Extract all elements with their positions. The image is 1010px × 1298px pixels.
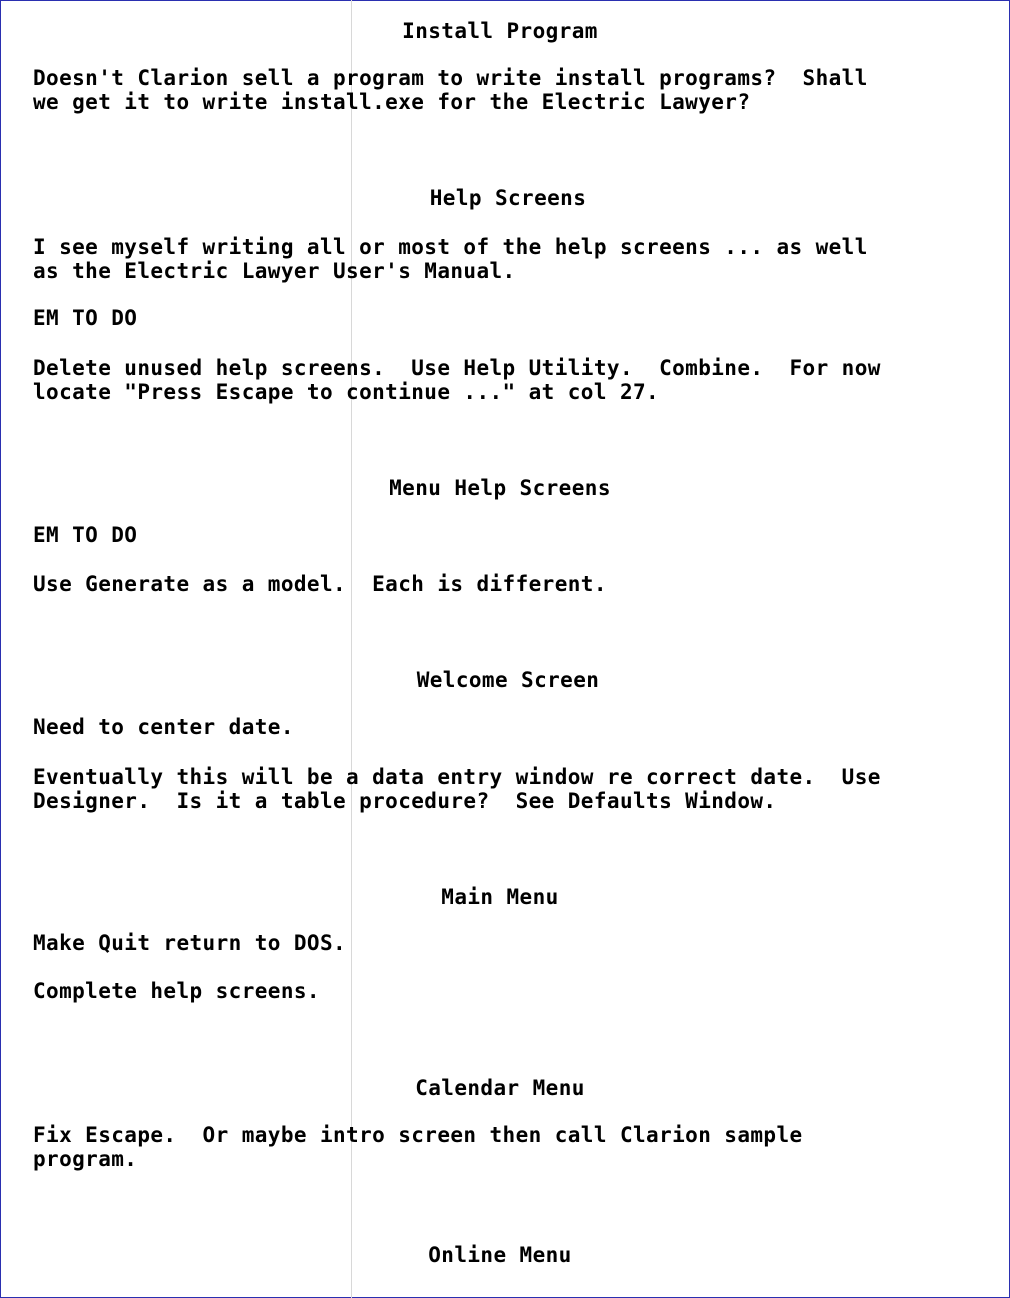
calendar-menu-paragraph: Fix Escape. Or maybe intro screen then call Clarion sample program. — [33, 1123, 803, 1171]
section-heading-welcome-screen: Welcome Screen — [416, 668, 600, 692]
section-heading-calendar-menu: Calendar Menu — [415, 1076, 585, 1100]
section-heading-menu-help-screens: Menu Help Screens — [389, 476, 611, 500]
section-heading-help-screens: Help Screens — [429, 186, 587, 210]
welcome-screen-paragraph-1: Need to center date. — [33, 715, 294, 739]
help-screens-todo-label: EM TO DO — [33, 306, 138, 330]
menu-help-paragraph: Use Generate as a model. Each is different. — [33, 572, 607, 596]
main-menu-paragraph-1: Make Quit return to DOS. — [33, 931, 347, 955]
menu-help-todo-label: EM TO DO — [33, 523, 138, 547]
install-program-paragraph: Doesn't Clarion sell a program to write install programs? Shall we get it to write install.exe for the Electric Lawyer? — [33, 66, 868, 114]
help-screens-todo-paragraph: Delete unused help screens. Use Help Utility. Combine. For now locate "Press Escape to continue ..." at col 27. — [33, 356, 881, 404]
section-heading-main-menu: Main Menu — [441, 885, 559, 909]
section-heading-online-menu: Online Menu — [428, 1243, 572, 1267]
help-screens-paragraph: I see myself writing all or most of the help screens ... as well as the Electric Lawyer User's Manual. — [33, 235, 868, 283]
section-heading-install-program: Install Program — [402, 19, 598, 43]
welcome-screen-paragraph-2: Eventually this will be a data entry window re correct date. Use Designer. Is it a table procedure? See Defaults Window. — [33, 765, 881, 813]
main-menu-paragraph-2: Complete help screens. — [33, 979, 320, 1003]
